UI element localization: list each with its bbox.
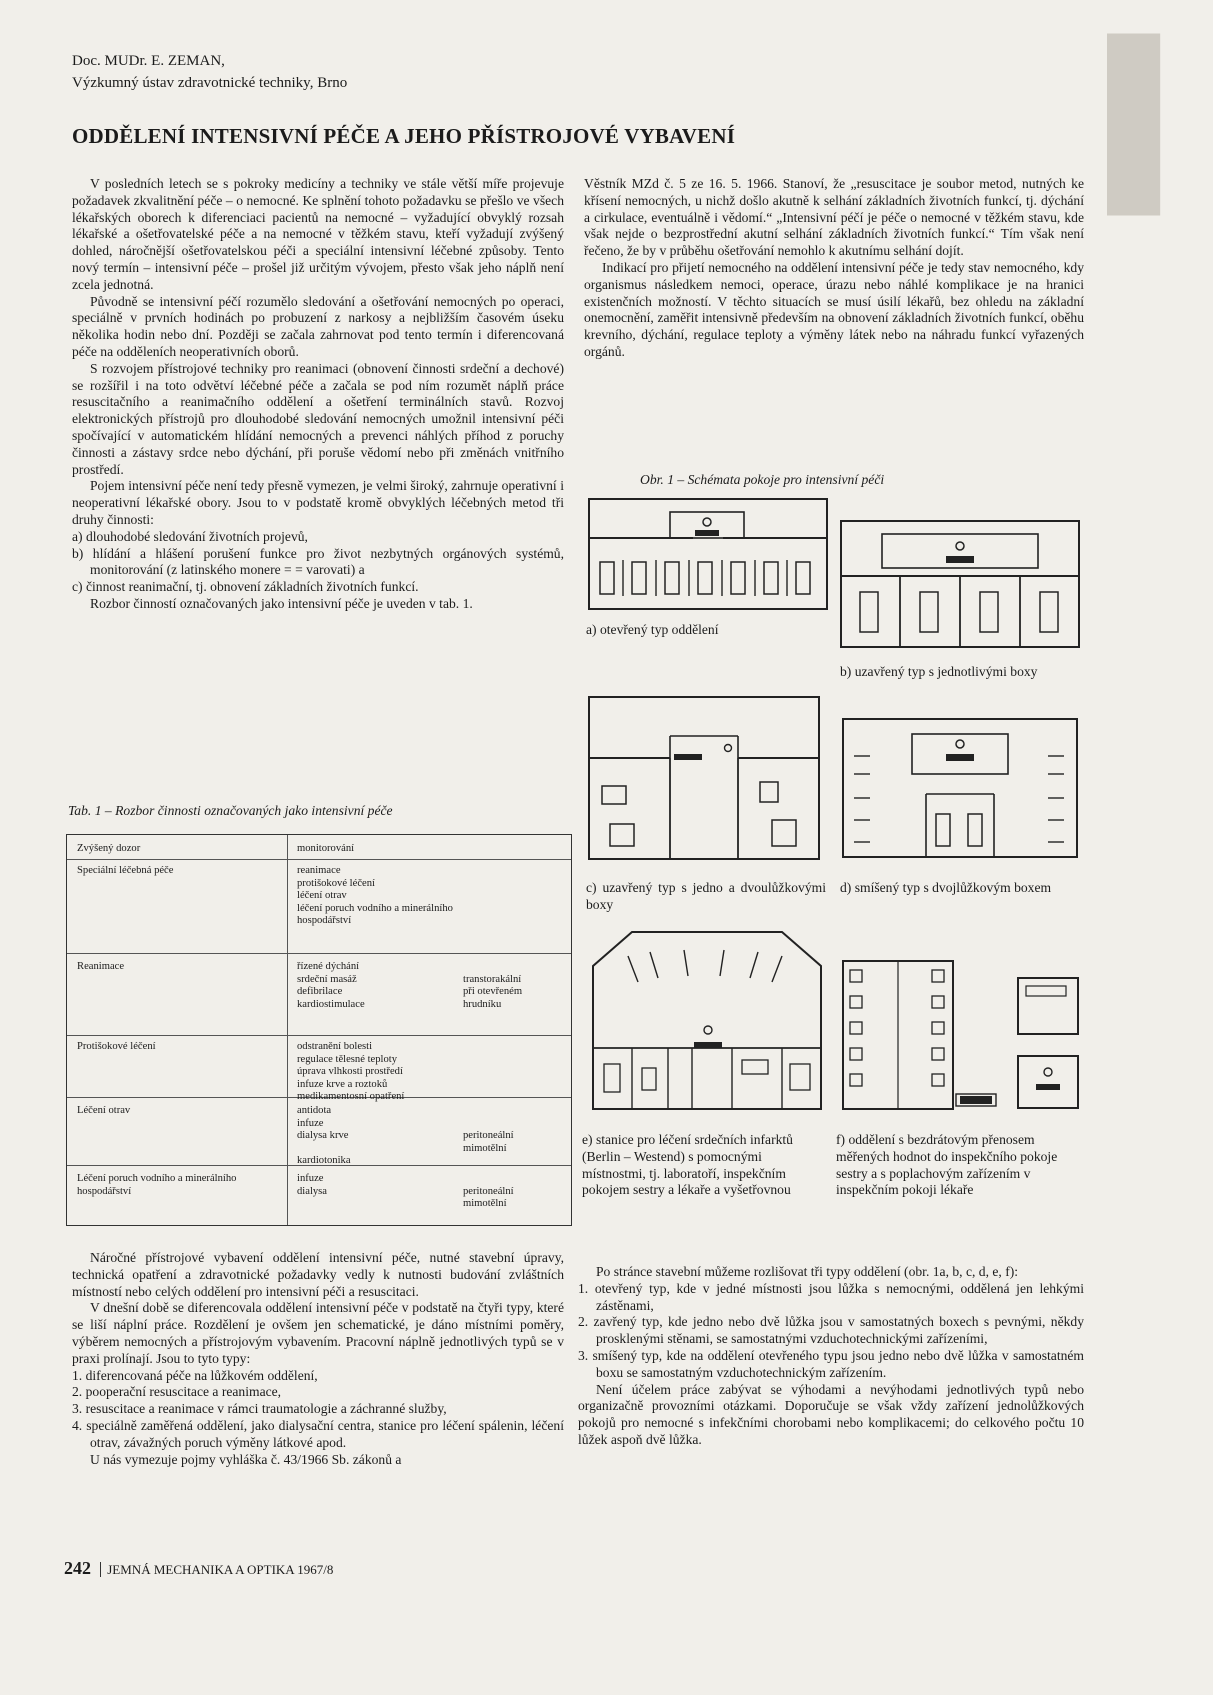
table-cell: antidota infuze dialysa krve kardiotonika	[297, 1105, 351, 1166]
table-cell: Reanimace	[77, 961, 125, 972]
figure-label-e: e) stanice pro léčení srdečních infarktů (Berlin – Westend) s pomocnými místnostmi, tj. laboratoří, inspekčním pokojem sestry a lékaře a vyšetřovnou	[582, 1132, 793, 1198]
paragraph: Rozbor činností označovaných jako intensivní péče je uveden v tab. 1.	[90, 595, 473, 611]
table-cell: Léčení otrav	[77, 1105, 131, 1116]
table-caption: Tab. 1 – Rozbor činnosti označovaných jako intensivní péče	[68, 803, 393, 818]
list-item: b) hlídání a hlášení porušení funkce pro život nezbytných orgánových systémů, monitorování (z latinského monere = = varovati) a	[72, 545, 564, 578]
department-types-list	[72, 1368, 564, 1452]
table-cell: monitorování	[297, 843, 355, 854]
figure-caption: Obr. 1 – Schémata pokoje pro intensivní péči	[640, 472, 885, 487]
right-column-intro	[584, 176, 1084, 361]
table-cell: Léčení poruch vodního a minerálního hospodářství	[77, 1173, 237, 1197]
floorplan-f	[842, 960, 1080, 1110]
table-cell: peritoneální mimotělní	[463, 1185, 514, 1209]
table-cell: Protišokové léčení	[77, 1041, 156, 1052]
floorplan-e	[592, 930, 822, 1110]
paragraph: U nás vymezuje pojmy vyhláška č. 43/1966 Sb. zákonů a	[90, 1451, 402, 1467]
table-rule	[67, 953, 571, 954]
activity-list	[72, 529, 564, 596]
table-cell: Speciální léčebná péče	[77, 865, 174, 876]
list-item: 1. diferencovaná péče na lůžkovém oddělení,	[72, 1367, 318, 1383]
table-cell: řízené dýchání srdeční masáž defibrilace kardiostimulace	[297, 961, 365, 1010]
article-title: ODDĚLENÍ INTENSIVNÍ PÉČE A JEHO PŘÍSTROJOVÉ VYBAVENÍ	[72, 124, 736, 148]
construction-types-list	[578, 1281, 1084, 1382]
table-cell: infuze dialysa	[297, 1173, 328, 1197]
bleed-through-mark: ▌	[1107, 37, 1213, 203]
list-item: 3. resuscitace a reanimace v rámci traumatologie a záchranné služby,	[72, 1401, 447, 1417]
right-column-construction	[578, 1264, 1084, 1449]
floorplan-b	[840, 520, 1080, 648]
paragraph: Věstník MZd č. 5 ze 16. 5. 1966. Stanoví, že „resuscitace je soubor metod, nutných ke křísení nemocných, u nichž došlo akutně k selhání základních životních funkcí, tj. dýchání a cirkulace, eventuálně i vědomí.“ „Intensivní péčí je péče o nemocné v těžkém stavu, kde však nejde o bezprostřední akutní selhání základních životních funkcí.“ Tím však není řečeno, že by v průběhu ošetřování nemohlo k akutnímu selhání dojít.	[584, 176, 1084, 259]
figure-label-b: b) uzavřený typ s jednotlivými boxy	[840, 664, 1038, 679]
paragraph: Není účelem práce zabývat se výhodami a nevýhodami jednotlivých typů nebo organizačně provozními otázkami. Doporučuje se však vždy zařízení jednolůžkových pokojů pro nemocné s infekčními chorobami nebo komplikacemi; do celkového počtu 10 lůžek aspoň dvě lůžka.	[578, 1381, 1084, 1447]
list-item: 2. zavřený typ, kde jedno nebo dvě lůžka jsou v samostatných boxech s pevnými, někdy prosklenými stěnami, se samostatnými vzduchotechnickými zařízeními,	[578, 1314, 1084, 1347]
floorplan-c	[588, 696, 820, 860]
list-item: a) dlouhodobé sledování životních projevů,	[72, 528, 308, 544]
paragraph: V posledních letech se s pokroky medicíny a techniky ve stále větší míře projevuje požadavek zkvalitnění péče – o nemocné. Ke splnění tohoto požadavku se přešlo ve všech lékařských oborech k diferenciaci pacientů na nemocné – vyžadující obvyklý rozsah lékařské a ošetřovatelské péče a na nemocné v těžkém stavu, kteří vyžadují zvýšený dohled, náročnější ošetřovatelskou péči a speciální intensivní léčebné způsoby. Tento nový termín – intensivní péče – prošel již určitým vývojem, přesto však jeho náplň není zcela jednotná.	[72, 176, 564, 292]
table-cell: reanimace protišokové léčení léčení otrav léčení poruch vodního a minerálního hospodářství	[297, 865, 453, 926]
paragraph: S rozvojem přístrojové techniky pro reanimaci (obnovení činnosti srdeční a dechové) se rozšířil i na toto odvětví léčebné péče a začala se pod ním rozumět náplň práce resuscitačního a reanimačního oddělení a ošetření terminálních stavů. Rozvoj elektronických přístrojů pro dlouhodobé sledování nemocných umožnil intensivní péči spočívající v automatickém hlídání nemocných a prevenci náhlých příhod z poruchy činnosti a zástavy srdce nebo dýchání, při poruše vědomí nebo při změnách vnitřního prostředí.	[72, 360, 564, 477]
table-cell: transtorakální při otevřeném hrudníku	[463, 973, 523, 1010]
list-item: 4. speciálně zaměřená oddělení, jako dialysační centra, stanice pro léčení spálenin, léčení otrav, závažných poruch výměny látkové apod.	[72, 1417, 564, 1450]
paragraph: Náročné přístrojové vybavení oddělení intensivní péče, nutné stavební úpravy, technická opatření a zdravotnické požadavky vedly k nutnosti budování zvláštních místností nebo celých oddělení pro intensivní péči a resuscitaci.	[72, 1250, 564, 1299]
table-cell: peritoneální mimotělní	[463, 1130, 514, 1154]
figure-label-c: c) uzavřený typ s jedno a dvoulůžkovými boxy	[586, 880, 826, 912]
author-institute: Výzkumný ústav zdravotnické techniky, Brno	[72, 75, 348, 91]
author-block	[72, 50, 347, 94]
figure-label-a: a) otevřený typ oddělení	[586, 622, 719, 637]
page-number: 242	[64, 1558, 91, 1578]
table-divider	[287, 835, 288, 1225]
table-rule	[67, 859, 571, 860]
list-item: 3. smíšený typ, kde na oddělení otevřeného typu jsou jedno nebo dvě lůžka v samostatném boxu se samostatným vzduchotechnickým zařízením.	[578, 1347, 1084, 1380]
figure-label-d: d) smíšený typ s dvojlůžkovým boxem	[840, 880, 1052, 895]
journal-name: JEMNÁ MECHANIKA A OPTIKA 1967/8	[107, 1562, 334, 1577]
list-item: 2. pooperační resuscitace a reanimace,	[72, 1384, 282, 1400]
paragraph: Pojem intensivní péče není tedy přesně vymezen, je velmi široký, zahrnuje operativní i neoperativní lékařské obory. Jsou to v podstatě kromě obvyklých léčebných metod tři druhy činnosti:	[72, 478, 564, 527]
paragraph: V dnešní době se diferencovala oddělení intensivní péče v podstatě na čtyři typy, které se liší náplní práce. Rozdělení je ovšem jen schematické, je dáno místními poměry, výběrem nemocných a přístrojovým vybavením. Pracovní náplně jednotlivých typů se v praxi prolínají. Jsou to tyto typy:	[72, 1300, 564, 1366]
table-rule	[67, 1035, 571, 1036]
floorplan-a	[588, 498, 828, 610]
list-item: 1. otevřený typ, kde v jedné místnosti jsou lůžka s nemocnými, oddělená jen lehkými zástěnami,	[578, 1280, 1084, 1313]
paragraph: Indikací pro přijetí nemocného na oddělení intensivní péče je tedy stav nemocného, kdy organismus následkem nemoci, operace, úrazu nebo náhlé komplikace je na hranici existenčních možností. V těchto situacích se musí úsilí lékařů, bez ohledu na základní onemocnění, zaměřit intensivně především na obnovení základních životních funkcí, oběhu krevního, dýchání, regulace teploty a výměny látek nebo na náhradu funkcí vyřazených orgánů.	[584, 259, 1084, 359]
paragraph: Po stránce stavební můžeme rozlišovat tři typy oddělení (obr. 1a, b, c, d, e, f):	[596, 1264, 1019, 1279]
list-item: c) činnost reanimační, tj. obnovení základních životních funkcí.	[72, 579, 419, 595]
left-column-intro	[72, 176, 564, 613]
paragraph: Původně se intensivní péčí rozumělo sledování a ošetřování nemocných po operaci, speciálně v prvních hodinách po probuzení z narkosy a nejbližším časovém úseku několika hodin nebo dní. Později se začala zahrnovat pod tento termín i diferencovaná péče na odděleních neoperativních oborů.	[72, 293, 564, 359]
floorplan-d	[842, 718, 1078, 858]
table-cell: odstranění bolesti regulace tělesné teploty úprava vlhkosti prostředí infuze krve a roztoků medikamentosní opatření	[297, 1041, 405, 1102]
author-name: Doc. MUDr. E. ZEMAN,	[72, 53, 225, 69]
activity-table	[66, 834, 572, 1226]
table-cell: Zvýšený dozor	[77, 843, 141, 854]
left-column-types	[72, 1250, 564, 1468]
page-footer	[64, 1558, 333, 1579]
figure-label-f: f) oddělení s bezdrátovým přenosem měřených hodnot do inspekčního pokoje sestry a s poplachovým zařízením v inspekčním pokoji lékaře	[836, 1132, 1058, 1198]
